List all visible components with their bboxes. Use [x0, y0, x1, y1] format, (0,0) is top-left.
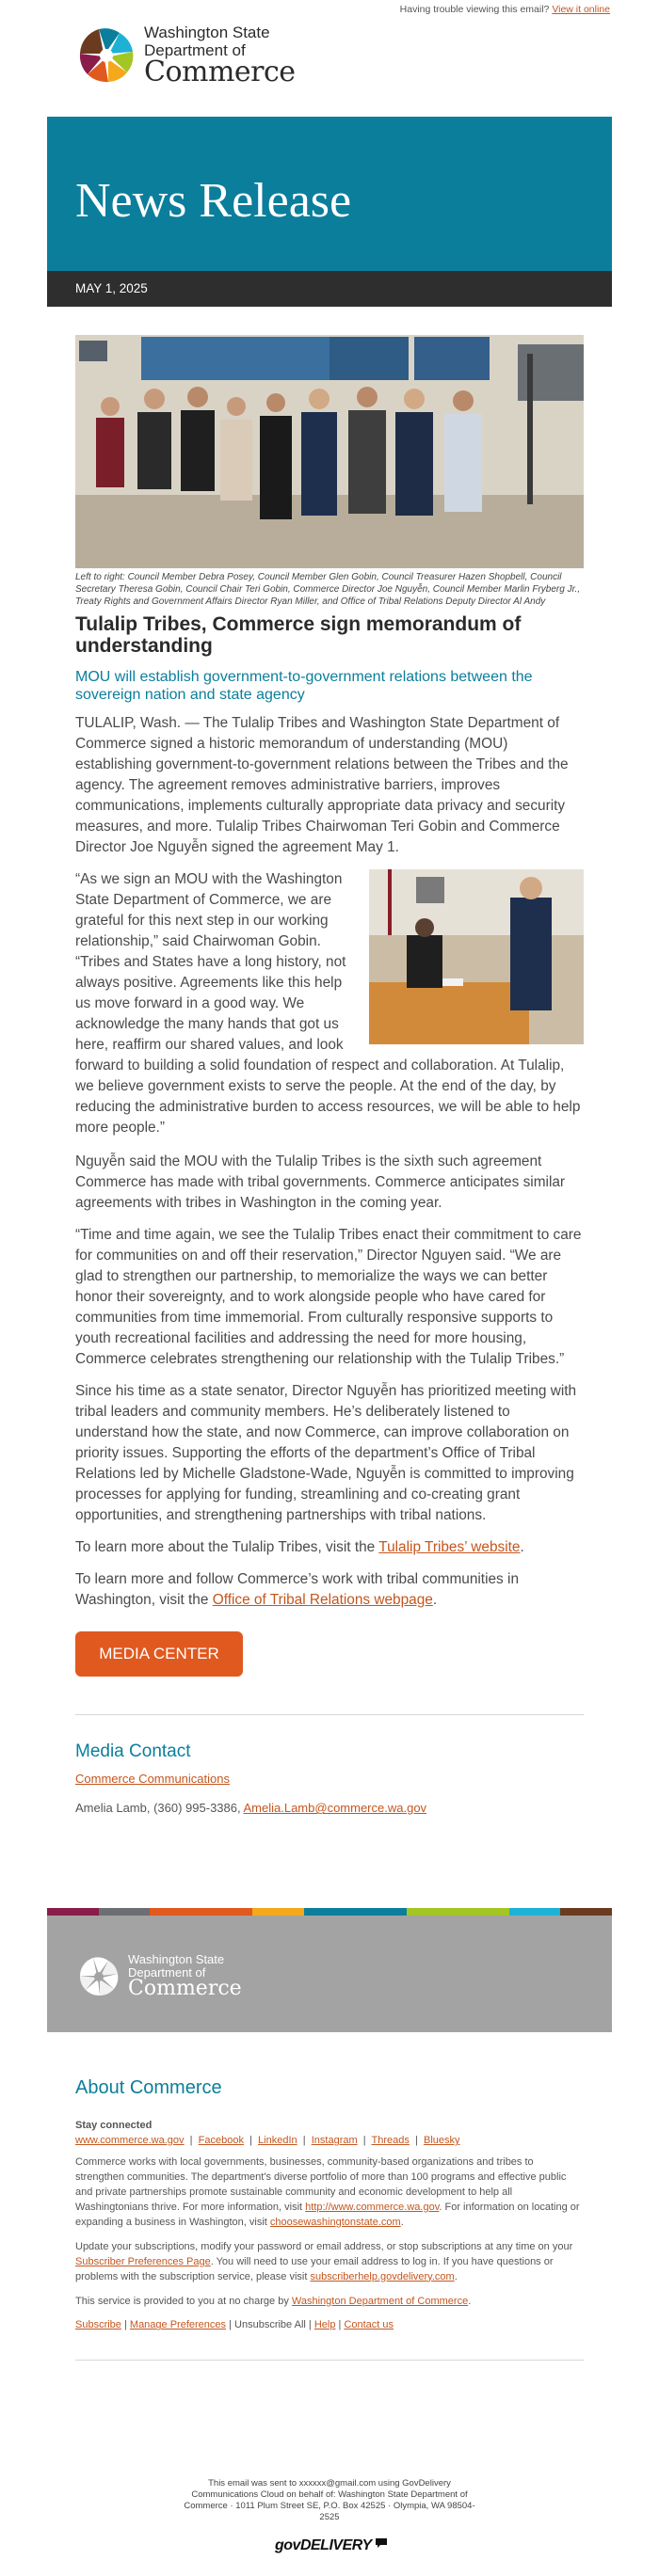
release-date: MAY 1, 2025 [47, 271, 612, 307]
manage-preferences-link[interactable]: Manage Preferences [129, 2319, 227, 2331]
instagram-link[interactable]: Instagram [311, 2135, 358, 2146]
article-subhead: MOU will establish government-to-government relations between the sovereign nation and state agency [75, 669, 533, 704]
paragraph-3: Nguyễn said the MOU with the Tulalip Tribes is the sixth such agreement Commerce has made with tribal governments. Commerce anticipates similar agreements with tribes in Washington in the coming year. [75, 1153, 566, 1211]
p6-end: . [520, 1539, 524, 1556]
media-contact-title: Media Contact [75, 1741, 191, 1762]
stripe-segment [560, 1908, 612, 1916]
stripe-segment [407, 1908, 458, 1916]
about-body-2 [75, 2240, 584, 2285]
footer-band [47, 1916, 612, 2032]
stripe-segment [201, 1908, 253, 1916]
preheader-text: Having trouble viewing this email? [399, 4, 550, 15]
news-release-banner [47, 117, 612, 271]
article-body [75, 335, 584, 1815]
website-link[interactable]: www.commerce.wa.gov [75, 2135, 185, 2146]
paragraph-5: Since his time as a state senator, Director Nguyễn has prioritized meeting with tribal leaders and community members. He’s deliberately listened to understand how the state, and now Commerce, can improve collaboration on priority issues. Supporting the efforts of the department’s Office of Tribal Relations led by Michelle Gladstone-Wade, Nguyễn is committed to improving processes for applying for funding, streamlining and co-creating grant opportunities, and strengthening partnerships with tribal nations. [75, 1383, 577, 1524]
facebook-link[interactable]: Facebook [198, 2135, 244, 2146]
footer-logo-line3: Commerce [128, 1977, 242, 2000]
stay-connected-label: Stay connected [75, 2120, 153, 2131]
stripe-segment [99, 1908, 151, 1916]
logo-wordmark [144, 24, 296, 87]
color-stripe [47, 1908, 612, 1916]
p6-text: To learn more about the Tulalip Tribes, visit the [75, 1539, 379, 1556]
threads-link[interactable]: Threads [371, 2135, 410, 2146]
unsubscribe-all-label[interactable]: Unsubscribe All [234, 2319, 306, 2331]
about-body-2-end: . [454, 2270, 458, 2282]
footer-logo[interactable] [77, 1953, 242, 1999]
footer-logo-line1: Washington State [128, 1952, 225, 1966]
linkedin-link[interactable]: LinkedIn [258, 2135, 297, 2146]
media-center-button[interactable]: MEDIA CENTER [75, 1631, 243, 1677]
about-title: About Commerce [75, 2077, 222, 2098]
about-section [75, 2077, 584, 2361]
contact-details: Amelia Lamb, (360) 995-3386, [75, 1801, 244, 1816]
subscriber-preferences-link[interactable]: Subscriber Preferences Page [75, 2255, 211, 2267]
stripe-segment [458, 1908, 509, 1916]
about-body-3-end: . [468, 2295, 472, 2307]
p7-end: . [432, 1592, 438, 1609]
logo-line2: Department of [144, 41, 246, 59]
commerce-url-link[interactable]: http://www.commerce.wa.gov [305, 2201, 440, 2213]
subscriber-help-link[interactable]: subscriberhelp.govdelivery.com [310, 2270, 455, 2282]
help-link[interactable]: Help [313, 2319, 336, 2331]
govdelivery-wordmark: govDELIVERY [275, 2537, 372, 2553]
quote-section [75, 869, 584, 1138]
p7-text: To learn more and follow Commerce’s work with tribal communities in Washington, visit the [75, 1571, 520, 1609]
about-body-3-text: This service is provided to you at no charge by [75, 2295, 292, 2307]
paragraph-6 [75, 1537, 584, 1558]
subscribe-link[interactable]: Subscribe [75, 2319, 121, 2331]
wa-commerce-link[interactable]: Washington Department of Commerce [291, 2295, 469, 2307]
photo-caption: Left to right: Council Member Debra Posey, Council Member Glen Gobin, Council Treasurer Hazen Shopbell, Council Secretary Theresa Gobin, Council Chair Teri Gobin, Commerce Director Joe Nguyễn, Council Member Marlin Fryberg Jr., Treaty Rights and Government Affairs Director Ryan Miller, and Office of Tribal Relations Deputy Director Al Andy [75, 572, 581, 607]
stripe-segment [509, 1908, 561, 1916]
stripe-segment [252, 1908, 304, 1916]
banner-title: News Release [75, 174, 352, 228]
stripe-segment [150, 1908, 201, 1916]
footer-flower-icon [77, 1955, 121, 1998]
govdelivery-logo[interactable] [275, 2537, 388, 2554]
paragraph-7 [75, 1569, 584, 1611]
tribal-relations-link[interactable]: Office of Tribal Relations webpage [212, 1592, 433, 1609]
commerce-communications-link[interactable]: Commerce Communications [75, 1772, 230, 1787]
media-contact-person [75, 1801, 584, 1815]
about-body-1-text: Commerce works with local governments, businesses, community-based organizations and tribes to strengthen communities. The department's diverse portfolio of more than 100 programs and effective public and private partnerships promote sustainable community and economic development to help all Washingtonians thrive. For more information, visit [75, 2156, 567, 2213]
footer-divider [75, 2360, 584, 2361]
group-photo [75, 335, 584, 568]
logo-line3: Commerce [144, 56, 296, 88]
signing-photo-illustration [369, 869, 584, 1044]
view-online-link[interactable]: View it online [552, 4, 610, 15]
bluesky-link[interactable]: Bluesky [424, 2135, 460, 2146]
about-body-3 [75, 2295, 584, 2310]
fineprint: This email was sent to xxxxxx@gmail.com using GovDelivery Communications Cloud on behalf of: Washington State Department of Commerce · 1011 Plum Street SE, P.O. Box 42525 · Olympia, WA 98504-2525 [184, 2478, 475, 2522]
footer-wordmark [128, 1953, 242, 1999]
paragraph-4: “Time and time again, we see the Tulalip Tribes enact their commitment to care for communities on and off their reservation,” Director Nguyen said. “We are glad to strengthen our partnership, to memorialize the ways we can better honor their sovereignty, and to work alongside people who have cared for communities from time immemorial. From culturally responsive supports to youth recreational facilities and addressing the need for more housing, Commerce celebrates strengthening our relationship with the Tulalip Tribes.” [75, 1226, 582, 1368]
stripe-segment [355, 1908, 407, 1916]
about-body-1-end: . [400, 2216, 404, 2228]
signing-photo [369, 869, 584, 1044]
choose-washington-link[interactable]: choosewashingtonstate.com [269, 2216, 401, 2228]
group-photo-illustration [75, 335, 584, 568]
article-headline: Tulalip Tribes, Commerce sign memorandum of understanding [75, 613, 522, 658]
tulalip-website-link[interactable]: Tulalip Tribes’ website [378, 1539, 521, 1556]
footer-logo-line2: Department of [128, 1965, 206, 1980]
logo-line1: Washington State [144, 24, 270, 41]
about-body-2-text: Update your subscriptions, modify your password or email address, or stop subscriptions at any time on your [75, 2240, 573, 2252]
about-body-1 [75, 2155, 584, 2231]
commerce-flower-icon [76, 25, 137, 86]
about-body-2-mid: . You will need to use your email address to log in. If you have questions or problems with the subscription service, please visit [75, 2255, 554, 2282]
stripe-segment [47, 1908, 99, 1916]
speech-bubble-icon [375, 2537, 388, 2549]
contact-us-link[interactable]: Contact us [344, 2319, 394, 2331]
stripe-segment [304, 1908, 356, 1916]
about-body-1-mid: . For information on locating or expanding a business in Washington, visit [75, 2201, 580, 2228]
social-links: www.commerce.wa.gov | Facebook | LinkedIn | Instagram | Threads | Bluesky [75, 2135, 460, 2146]
manage-links: Subscribe | Manage Preferences | Unsubscribe All | Help | Contact us [75, 2319, 394, 2331]
paragraph-2: “As we sign an MOU with the Washington State Department of Commerce, we are grateful for this next step in our working relationship,” said Chairwoman Gobin. “Tribes and States have a long history, not always positive. Agreements like this help us move forward in a good way. We acknowledge the many hands that got us here, reaffirm our shared values, and look forward to building a solid foundation of respect and collaboration. At Tulalip, we believe government exists to serve the people. At the end of the day, by reducing the administrative burden to access resources, we will be able to help more people.” [75, 870, 581, 1136]
contact-email-link[interactable]: Amelia.Lamb@commerce.wa.gov [243, 1801, 427, 1816]
divider [75, 1714, 584, 1715]
paragraph-1: TULALIP, Wash. — The Tulalip Tribes and Washington State Department of Commerce signed a historic memorandum of understanding (MOU) establishing government-to-government relations between the Tribes and the agency. The agreement removes administrative barriers, improves communications, implements culturally appropriate data privacy and security measures, and more. Tulalip Tribes Chairwoman Teri Gobin and Commerce Director Joe Nguyễn signed the agreement May 1. [75, 714, 569, 855]
commerce-logo[interactable] [76, 23, 296, 88]
